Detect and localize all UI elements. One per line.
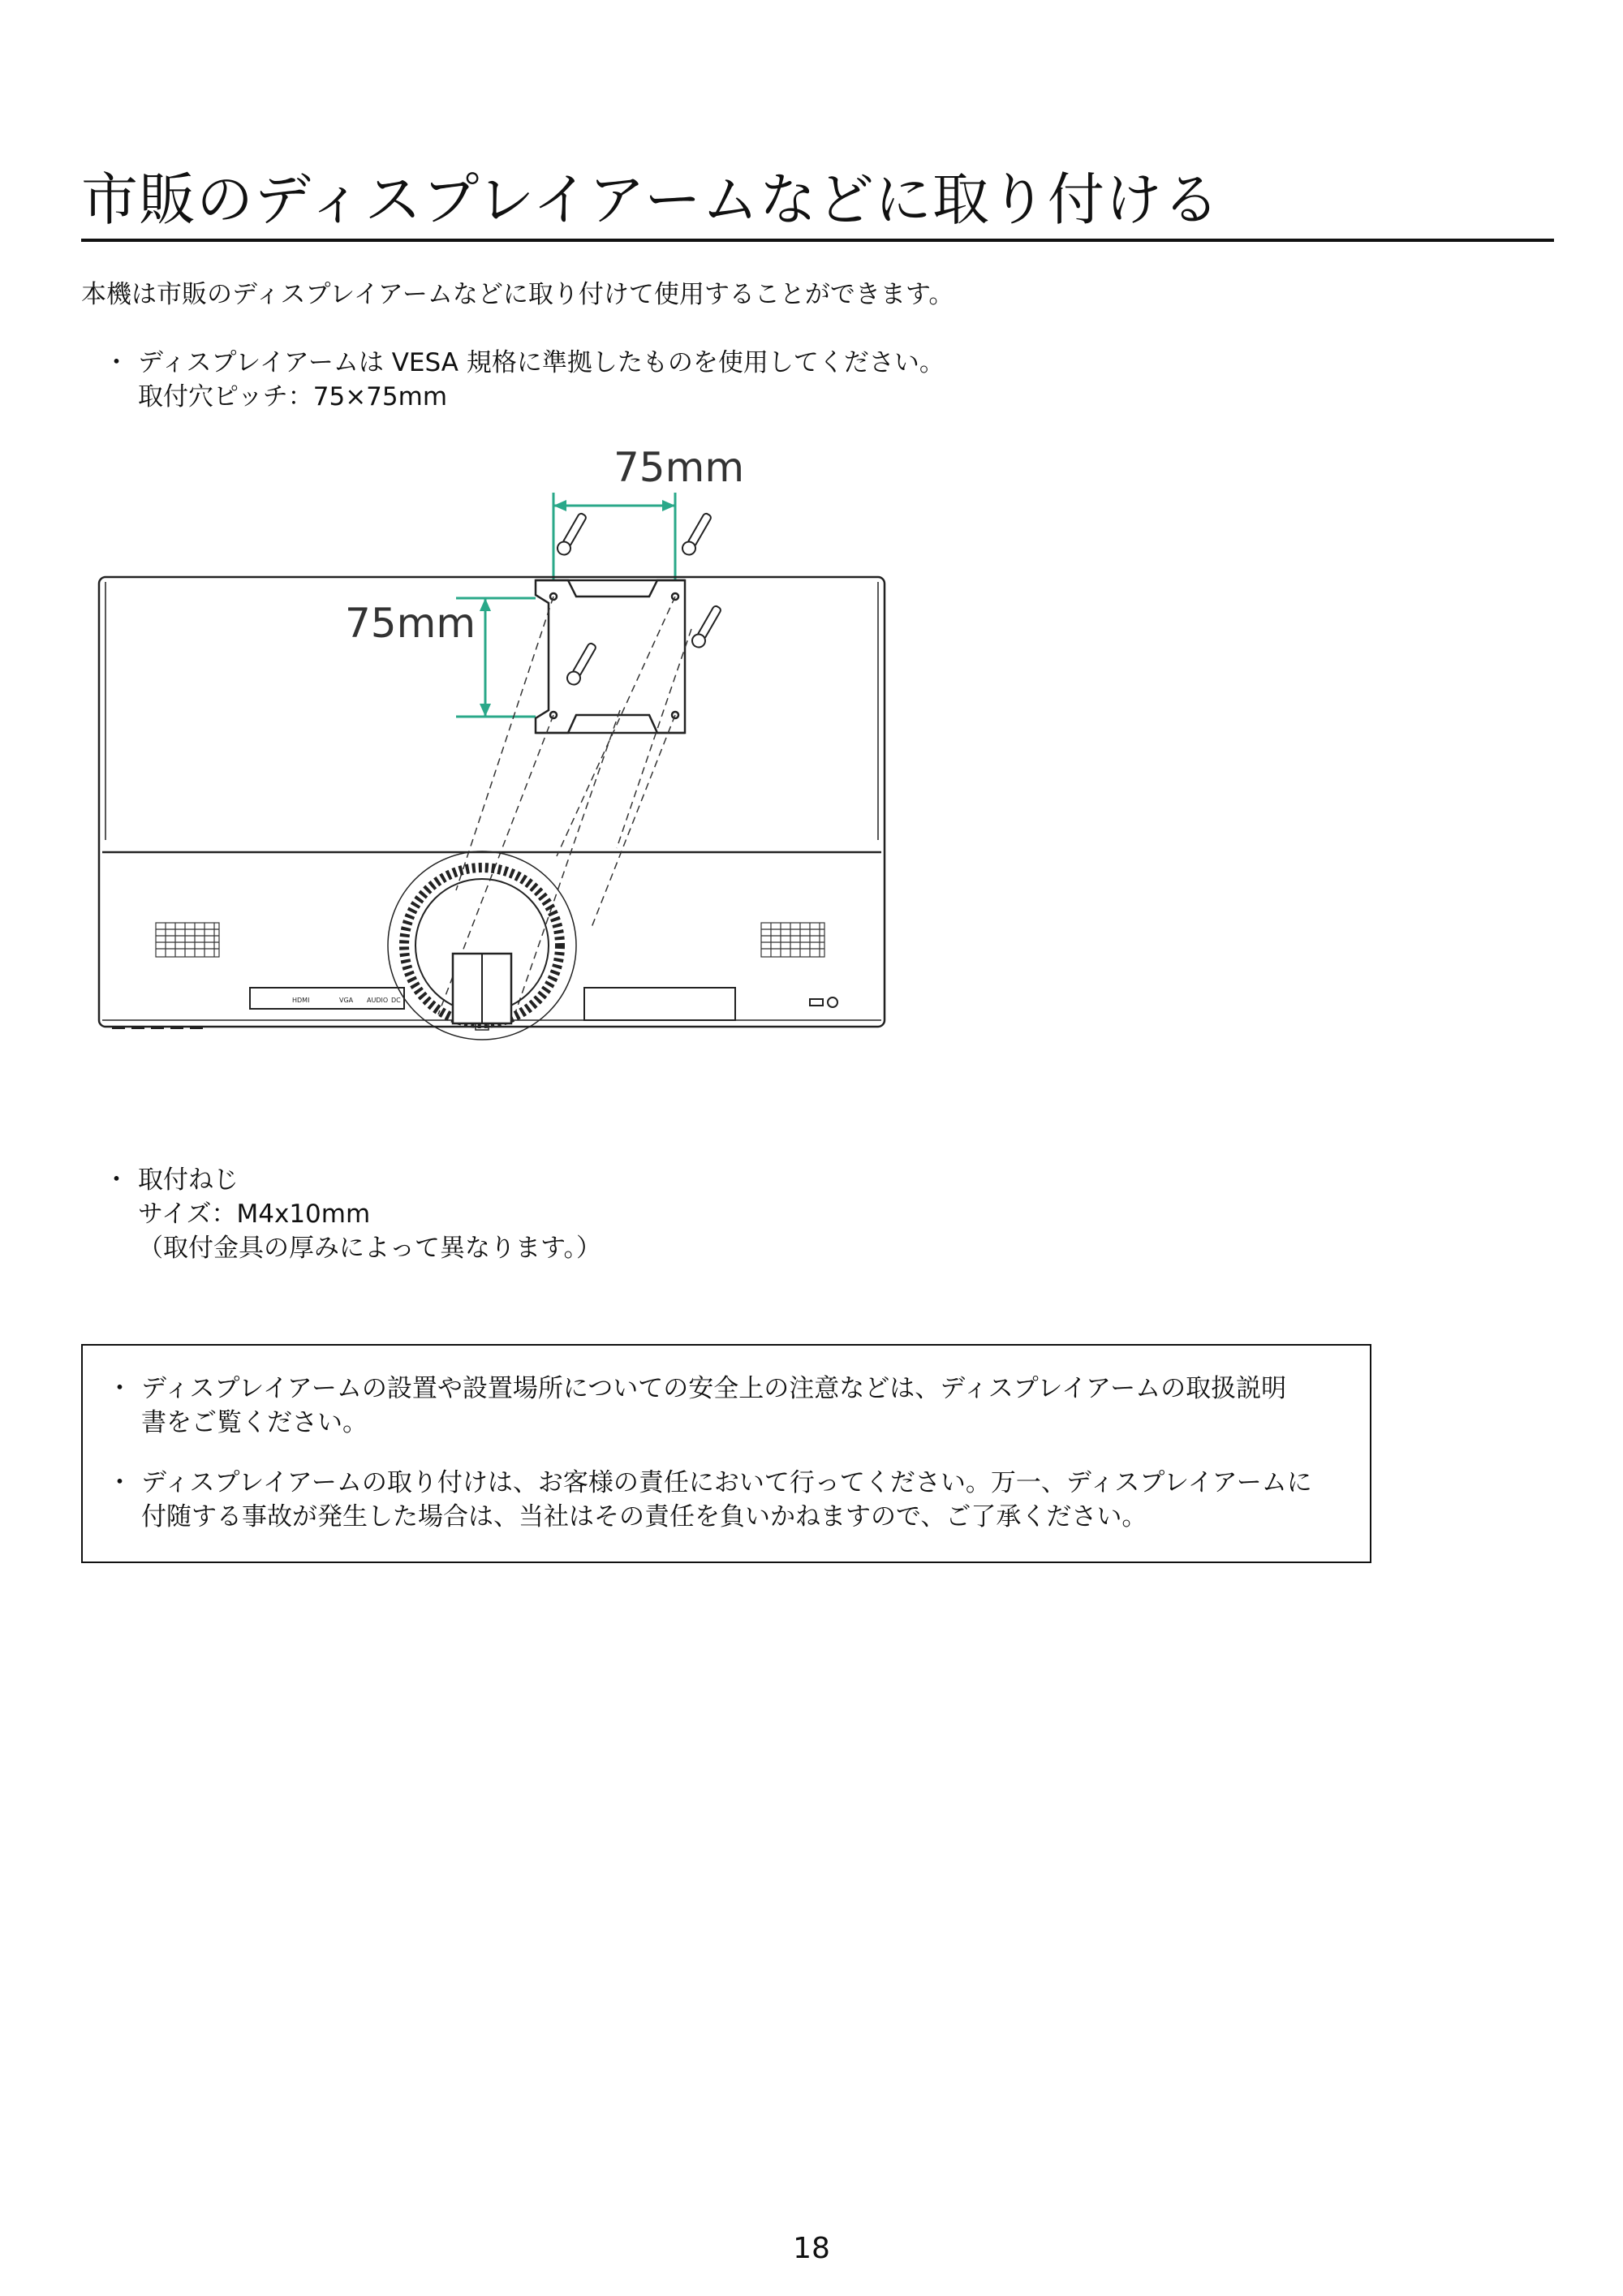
caution-note-line: ディスプレイアームの取り付けは、お客様の責任において行ってください。万一、ディスプレイアームに <box>141 1468 1312 1497</box>
screw-size-text: サイズ：M4x10mm <box>138 1200 371 1229</box>
caution-box <box>81 1344 1371 1563</box>
caution-note-line: 書をご覧ください。 <box>141 1408 368 1437</box>
port-label-dc: DC <box>391 997 401 1004</box>
bullet-mark: ・ <box>107 1374 132 1403</box>
port-label-audio: AUDIO <box>367 997 389 1004</box>
page-title-block <box>81 161 1554 242</box>
vesa-bracket <box>536 580 685 733</box>
dim-horizontal-label: 75mm <box>613 444 745 491</box>
caution-note <box>107 1466 1349 1534</box>
vesa-bullet <box>104 346 945 414</box>
screw-heading: 取付ねじ <box>138 1165 239 1195</box>
bullet-mark: ・ <box>107 1468 132 1497</box>
hole-pitch-text: 取付穴ピッチ：75×75mm <box>138 382 448 411</box>
port-label-vga: VGA <box>339 997 354 1004</box>
caution-note-line: 付随する事故が発生した場合は、当社はその責任を負いかねますので、ご了承ください。 <box>141 1502 1147 1531</box>
vesa-mount-figure <box>81 442 893 1051</box>
port-label-hdmi: HDMI <box>292 997 310 1004</box>
vent-right <box>761 923 824 957</box>
vent-left <box>156 923 219 957</box>
page-title: 市販のディスプレイアームなどに取り付ける <box>81 166 1220 233</box>
caution-note <box>107 1372 1349 1440</box>
monitor-back-illustration <box>81 442 893 1051</box>
bullet-mark: ・ <box>104 1165 129 1195</box>
bullet-mark: ・ <box>104 348 129 377</box>
vesa-requirement-text: ディスプレイアームは VESA 規格に準拠したものを使用してください。 <box>138 348 945 377</box>
stand-hub <box>388 851 576 1040</box>
dim-vertical-label: 75mm <box>345 600 476 647</box>
port-panel <box>250 988 837 1020</box>
screw-bullet <box>104 1163 601 1265</box>
intro-text: 本機は市販のディスプレイアームなどに取り付けて使用することができます。 <box>81 280 954 309</box>
screw-size-note: （取付金具の厚みによって異なります。） <box>138 1234 602 1263</box>
caution-note-line: ディスプレイアームの設置や設置場所についての安全上の注意などは、ディスプレイアームの取扱説明 <box>141 1374 1287 1403</box>
page-number: 18 <box>793 2232 830 2265</box>
